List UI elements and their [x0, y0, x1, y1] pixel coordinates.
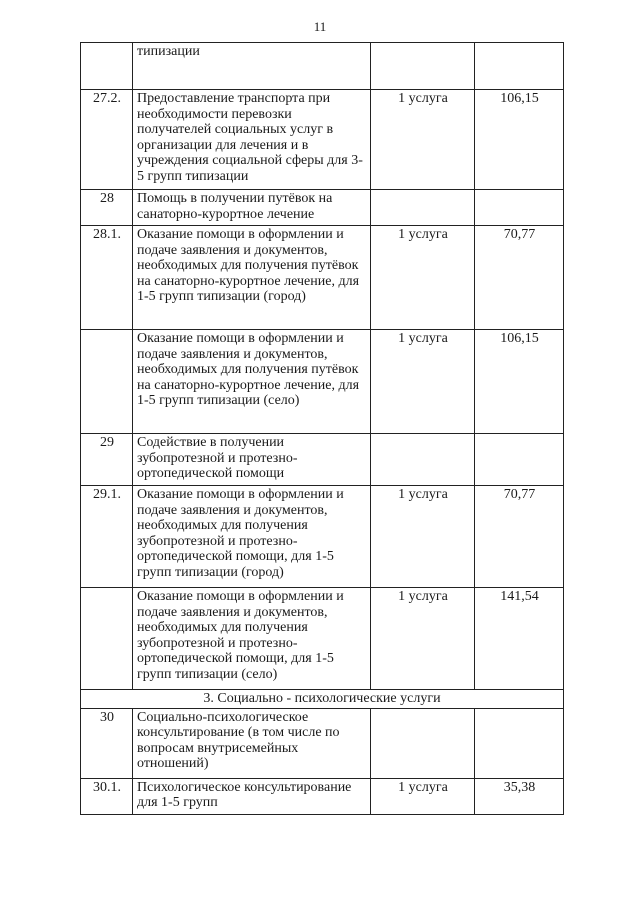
row-number: 29.1. [81, 486, 133, 588]
service-unit [371, 708, 475, 778]
table-row [81, 43, 564, 90]
section-title: 3. Социально - психологические услуги [81, 690, 564, 709]
table-row [81, 588, 564, 690]
service-unit: 1 услуга [371, 90, 475, 190]
service-unit: 1 услуга [371, 486, 475, 588]
service-price [475, 434, 564, 486]
row-number: 28 [81, 190, 133, 226]
service-price: 106,15 [475, 330, 564, 434]
service-unit: 1 услуга [371, 330, 475, 434]
service-name: Оказание помощи в оформлении и подаче заявления и документов, необходимых для получения зубопротезной и протезно-ортопедической помощи, для 1-5 групп типизации (город) [133, 486, 371, 588]
service-name: Психологическое консультирование для 1-5 групп [133, 778, 371, 814]
row-number: 28.1. [81, 226, 133, 330]
row-number: 30 [81, 708, 133, 778]
service-price: 35,38 [475, 778, 564, 814]
service-unit: 1 услуга [371, 588, 475, 690]
service-name: Оказание помощи в оформлении и подаче заявления и документов, необходимых для получения зубопротезной и протезно-ортопедической помощи, для 1-5 групп типизации (село) [133, 588, 371, 690]
service-name: Социально-психологическое консультирование (в том числе по вопросам внутрисемейных отношений) [133, 708, 371, 778]
service-price [475, 708, 564, 778]
row-number: 29 [81, 434, 133, 486]
row-number [81, 588, 133, 690]
service-name: типизации [133, 43, 371, 90]
row-number: 30.1. [81, 778, 133, 814]
service-name: Оказание помощи в оформлении и подаче заявления и документов, необходимых для получения путёвок на санаторно-курортное лечение, для 1-5 групп типизации (город) [133, 226, 371, 330]
service-name: Помощь в получении путёвок на санаторно-курортное лечение [133, 190, 371, 226]
service-price [475, 190, 564, 226]
section-heading-row [81, 690, 564, 709]
service-price [475, 43, 564, 90]
service-unit: 1 услуга [371, 226, 475, 330]
service-unit [371, 43, 475, 90]
service-unit [371, 190, 475, 226]
table-row [81, 190, 564, 226]
table-row [81, 434, 564, 486]
table-row [81, 226, 564, 330]
service-price: 141,54 [475, 588, 564, 690]
table-row [81, 708, 564, 778]
service-unit [371, 434, 475, 486]
row-number [81, 43, 133, 90]
service-name: Предоставление транспорта при необходимости перевозки получателей социальных услуг в организации для лечения и в учреждения социальной сферы для 3-5 групп типизации [133, 90, 371, 190]
service-name: Содействие в получении зубопротезной и протезно-ортопедической помощи [133, 434, 371, 486]
service-unit: 1 услуга [371, 778, 475, 814]
table-row [81, 90, 564, 190]
row-number: 27.2. [81, 90, 133, 190]
service-price: 70,77 [475, 486, 564, 588]
table-row [81, 330, 564, 434]
service-name: Оказание помощи в оформлении и подаче заявления и документов, необходимых для получения путёвок на санаторно-курортное лечение, для 1-5 групп типизации (село) [133, 330, 371, 434]
table-row [81, 778, 564, 814]
service-price: 70,77 [475, 226, 564, 330]
service-price: 106,15 [475, 90, 564, 190]
page-number: 11 [313, 19, 327, 34]
services-table [80, 42, 564, 815]
row-number [81, 330, 133, 434]
table-row [81, 486, 564, 588]
